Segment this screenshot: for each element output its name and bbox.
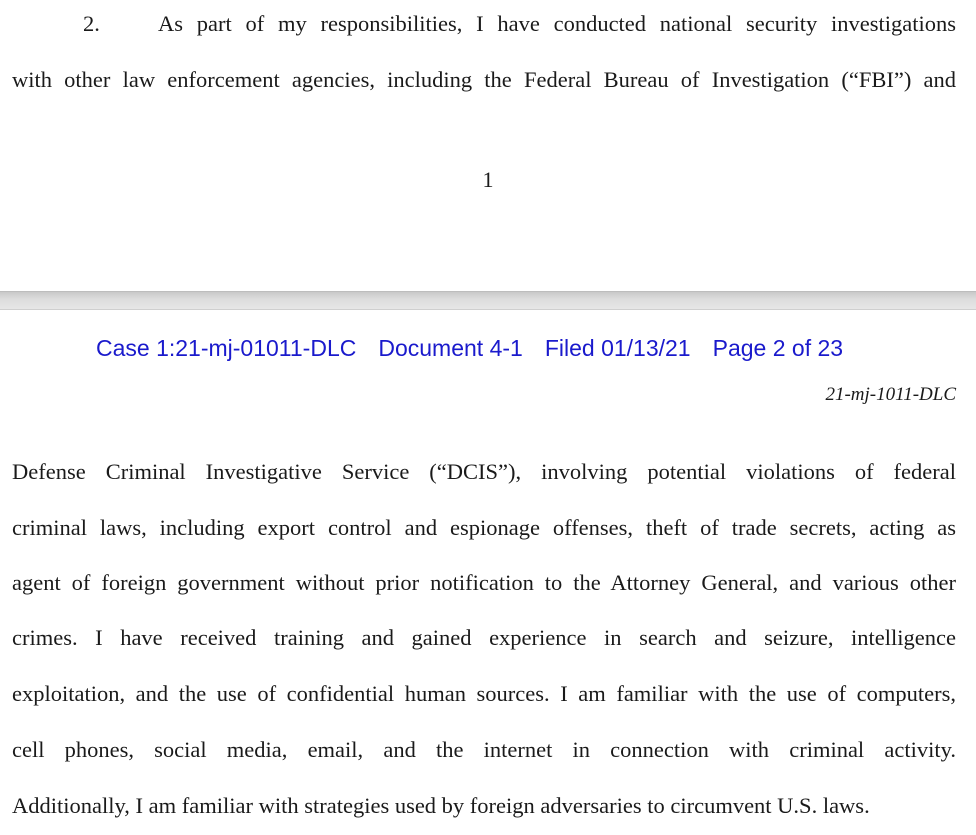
document-page-1 (0, 0, 976, 291)
paragraph-line: As part of my responsibilities, I have conducted national security investigations (158, 11, 956, 36)
page-separator (0, 291, 976, 310)
page-number: 1 (482, 167, 494, 192)
paragraph-line: crimes. I have received training and gained experience in search and seizure, intelligence (12, 625, 956, 650)
paragraph-line: agent of foreign government without prior notification to the Attorney General, and various other (12, 570, 956, 595)
document-number: Document 4-1 (378, 335, 523, 361)
paragraph-number: 2. (83, 11, 100, 36)
case-number: Case 1:21-mj-01011-DLC (96, 335, 357, 361)
paragraph-line: exploitation, and the use of confidential human sources. I am familiar with the use of computers, (12, 681, 956, 706)
ecf-header-stamp (96, 334, 843, 362)
paragraph-line: Additionally, I am familiar with strategies used by foreign adversaries to circumvent U.S. laws. (12, 793, 870, 818)
case-reference: 21-mj-1011-DLC (825, 384, 956, 405)
paragraph-line: criminal laws, including export control and espionage offenses, theft of trade secrets, acting as (12, 515, 956, 540)
paragraph-line: Defense Criminal Investigative Service (“DCIS”), involving potential violations of federal (12, 459, 956, 484)
filed-date: Filed 01/13/21 (544, 335, 691, 361)
paragraph-line: with other law enforcement agencies, including the Federal Bureau of Investigation (“FBI”) and (12, 67, 956, 92)
page-count: Page 2 of 23 (712, 335, 844, 361)
paragraph-line: cell phones, social media, email, and the internet in connection with criminal activity. (12, 737, 956, 762)
